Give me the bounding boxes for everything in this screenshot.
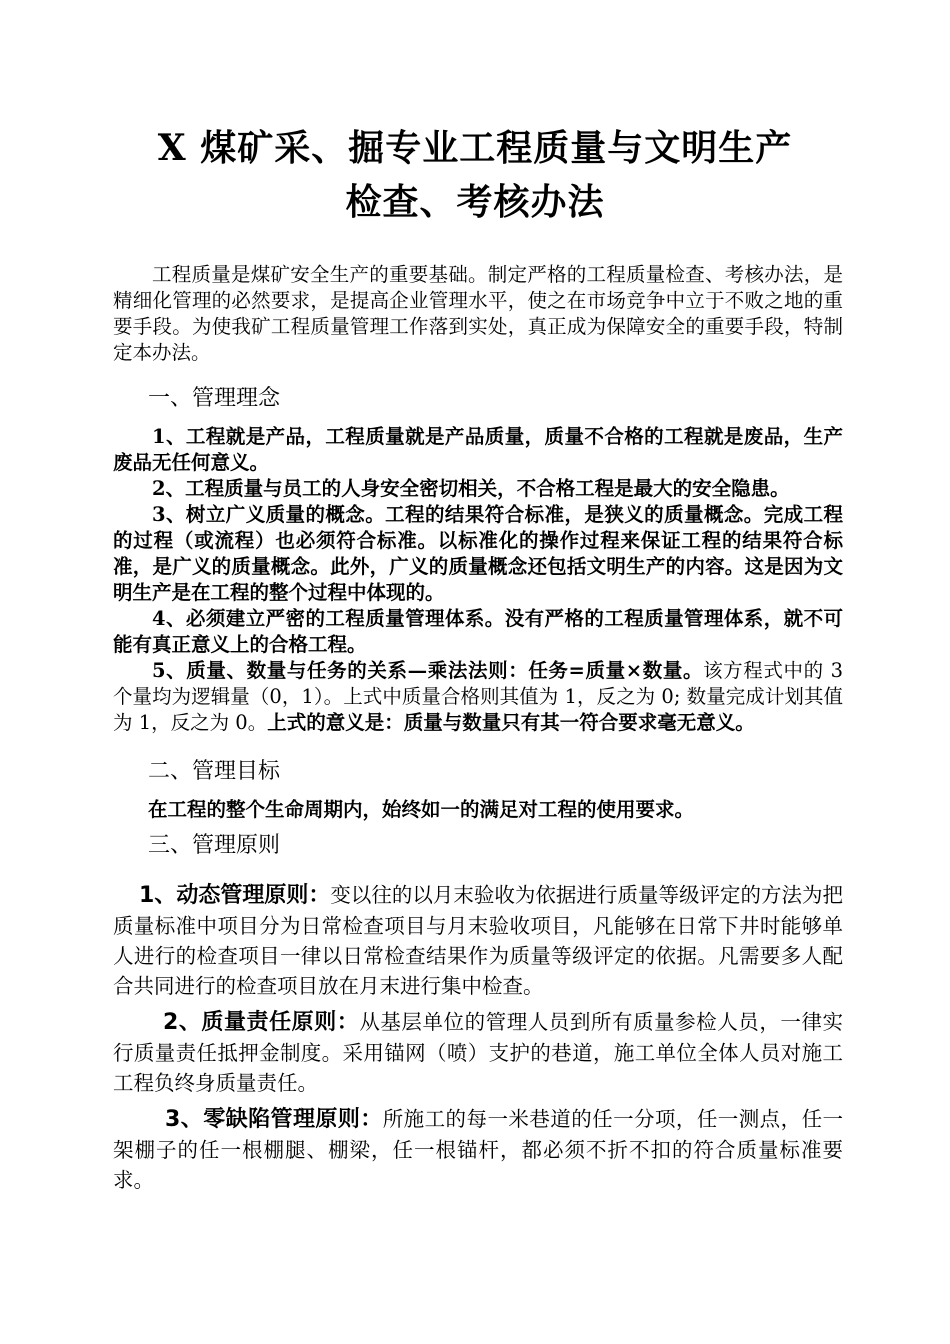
section1-item4: 4、必须建立严密的工程质量管理体系。没有严格的工程质量管理体系，就不可能有真正意义上的合格工程。 — [113, 607, 843, 656]
section2-heading: 二、管理目标 — [148, 759, 281, 784]
intro-paragraph: 工程质量是煤矿安全生产的重要基础。制定严格的工程质量检查、考核办法，是精细化管理的必然要求，是提高企业管理水平，使之在市场竞争中立于不败之地的重要手段。为使我矿工程质量管理工作落到实处，真正成为保障安全的重要手段，特制定本办法。 — [113, 263, 843, 364]
principle-dynamic-text: 变以往的以月末验收为依据进行质量等级评定的方法为把质量标准中项目分为日常检查项目与月末验收项目，凡能够在日常下井时能够单人进行的检查项目一律以日常检查结果作为质量等级评定的依据。凡需要多人配合共同进行的检查项目放在月末进行集中检查。 — [113, 883, 843, 998]
principle-dynamic-label: 1、动态管理原则： — [139, 883, 331, 908]
document-title-line2: 检查、考核办法 — [345, 181, 605, 223]
section3-heading: 三、管理原则 — [148, 833, 281, 858]
section1-item3: 3、树立广义质量的概念。工程的结果符合标准，是狭义的质量概念。完成工程的过程（或流程）也必须符合标准。以标准化的操作过程来保证工程的结果符合标准，是广义的质量概念。此外，广义的质量概念还包括文明生产的内容。这是因为文明生产是在工程的整个过程中体现的。 — [113, 503, 843, 604]
principle-dynamic — [113, 880, 843, 1001]
section1-item2: 2、工程质量与员工的人身安全密切相关，不合格工程是最大的安全隐患。 — [152, 477, 790, 500]
principle-zero-defect-label: 3、零缺陷管理原则： — [165, 1107, 383, 1132]
section1-item1: 1、工程就是产品，工程质量就是产品质量，质量不合格的工程就是废品，生产废品无任何意义。 — [113, 425, 843, 474]
principle-responsibility-text: 从基层单位的管理人员到所有质量参检人员，一律实行质量责任抵押金制度。采用锚网（喷）支护的巷道，施工单位全体人员对施工工程负终身质量责任。 — [113, 1010, 844, 1095]
section1-heading: 一、管理理念 — [148, 386, 281, 411]
section1-item5 — [113, 658, 843, 736]
item5-explanation: 该方程式中的 3 个量均为逻辑量（0，1）。上式中质量合格则其值为 1，反之为 0; 数量完成计划其值为 1，反之为 0。 — [113, 659, 843, 734]
document-title-line1: X 煤矿采、掘专业工程质量与文明生产 — [157, 127, 793, 169]
item5-formula: 5、质量、数量与任务的关系—乘法法则：任务=质量×数量。 — [152, 659, 704, 682]
principle-zero-defect — [113, 1104, 843, 1195]
item5-conclusion: 上式的意义是：质量与数量只有其一符合要求毫无意义。 — [267, 711, 755, 734]
principle-zero-defect-text: 所施工的每一米巷道的任一分项，任一测点，任一架棚子的任一根棚腿、棚梁，任一根锚杆，都必须不折不扣的符合质量标准要求。 — [113, 1107, 844, 1192]
principle-responsibility-label: 2、质量责任原则： — [163, 1010, 360, 1035]
section2-text: 在工程的整个生命周期内，始终如一的满足对工程的使用要求。 — [148, 798, 695, 821]
principle-responsibility — [113, 1007, 843, 1098]
